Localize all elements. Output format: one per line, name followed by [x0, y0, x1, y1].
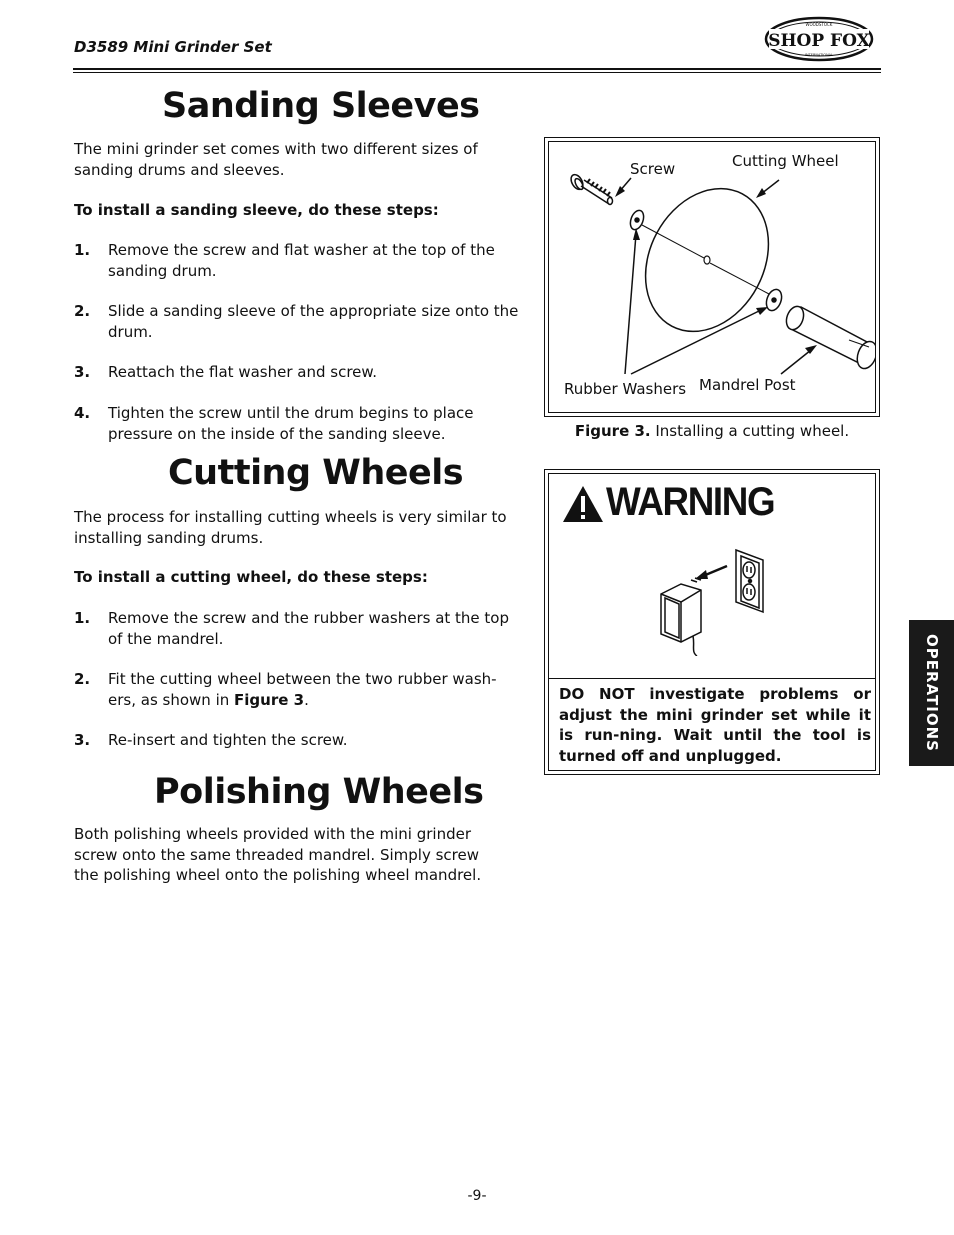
page-number: -9- [467, 1188, 487, 1204]
figure-label-screw: Screw [630, 160, 676, 178]
warning-triangle-icon [561, 484, 605, 524]
heading-sanding-sleeves: Sanding Sleeves [162, 86, 480, 126]
rubber-washer-top [628, 209, 646, 232]
unplug-outlet-icon [651, 546, 781, 656]
logo-text: SHOP FOX [768, 31, 870, 51]
step-text-part: . [304, 690, 309, 709]
step-text: Remove the screw and the rubber washers at the top of the mandrel. [108, 609, 510, 648]
screw-illustration [569, 173, 613, 205]
step-number: 1. [74, 609, 91, 627]
step-text: Remove the screw and flat washer at the top of the sanding drum. [108, 241, 495, 280]
warning-divider [549, 678, 875, 679]
list-item [74, 669, 519, 710]
list-item [74, 362, 519, 383]
heading-cutting-wheels: Cutting Wheels [168, 453, 464, 493]
step-number: 3. [74, 363, 91, 381]
warning-text: DO NOT investigate problems or adjust the mini grinder set while it is run-ning. Wait until the tool is turned off and unplugged. [559, 685, 871, 765]
polishing-intro: Both polishing wheels provided with the mini grinder screw onto the same threaded mandrel. Simply screw the polishing wheel onto the polishing wheel mandrel. [74, 825, 482, 884]
step-text: Reattach the flat washer and screw. [108, 363, 378, 381]
step-number: 2. [74, 670, 91, 688]
step-text-part: Fit the cutting wheel between the two rubber wash-ers, as shown in [108, 670, 497, 709]
warning-title: WARNING [606, 480, 775, 524]
figure-3-inner [548, 141, 876, 413]
list-item [74, 730, 519, 751]
list-item [74, 608, 519, 649]
figure-caption-label: Figure 3. [574, 422, 651, 440]
step-number: 3. [74, 731, 91, 749]
document-title: D3589 Mini Grinder Set [74, 38, 272, 56]
logo-top-text: WOODSTOCK [805, 22, 833, 27]
step-number: 4. [74, 404, 91, 422]
list-item [74, 240, 519, 281]
section-tab-label: OPERATIONS [922, 634, 941, 752]
shop-fox-logo [764, 16, 874, 62]
cutting-intro: The process for installing cutting wheels is very similar to installing sanding drums. [74, 508, 507, 547]
sanding-steps-lead: To install a sanding sleeve, do these steps: [74, 201, 439, 219]
list-item [74, 301, 519, 342]
step-text: Tighten the screw until the drum begins to place pressure on the inside of the sanding sleeve. [108, 404, 474, 443]
header-rule-thin [73, 72, 881, 73]
step-number: 1. [74, 241, 91, 259]
figure-3-frame [544, 137, 880, 417]
figure-label-rubber-washers: Rubber Washers [564, 380, 687, 398]
sanding-intro: The mini grinder set comes with two different sizes of sanding drums and sleeves. [74, 140, 478, 179]
section-tab-operations [909, 620, 954, 766]
figure-caption [544, 422, 880, 440]
cutting-steps-lead: To install a cutting wheel, do these steps: [74, 568, 428, 586]
list-item [74, 403, 519, 444]
figure-reference: Figure 3 [234, 690, 305, 709]
step-text: Re-insert and tighten the screw. [108, 731, 348, 749]
header-rule [73, 68, 881, 70]
cutting-wheel-illustration [549, 142, 875, 412]
figure-caption-text: Installing a cutting wheel. [650, 422, 850, 440]
heading-polishing-wheels: Polishing Wheels [154, 772, 484, 812]
warning-box [544, 469, 880, 775]
figure-label-mandrel-post: Mandrel Post [699, 376, 796, 394]
figure-label-cutting-wheel: Cutting Wheel [732, 152, 839, 170]
step-text: Slide a sanding sleeve of the appropriate size onto the drum. [108, 302, 519, 341]
rubber-washer-bottom [764, 287, 785, 312]
warning-box-inner [548, 473, 876, 771]
step-number: 2. [74, 302, 91, 320]
logo-bottom-text: INTERNATIONAL [804, 53, 834, 57]
step-text [108, 669, 519, 710]
